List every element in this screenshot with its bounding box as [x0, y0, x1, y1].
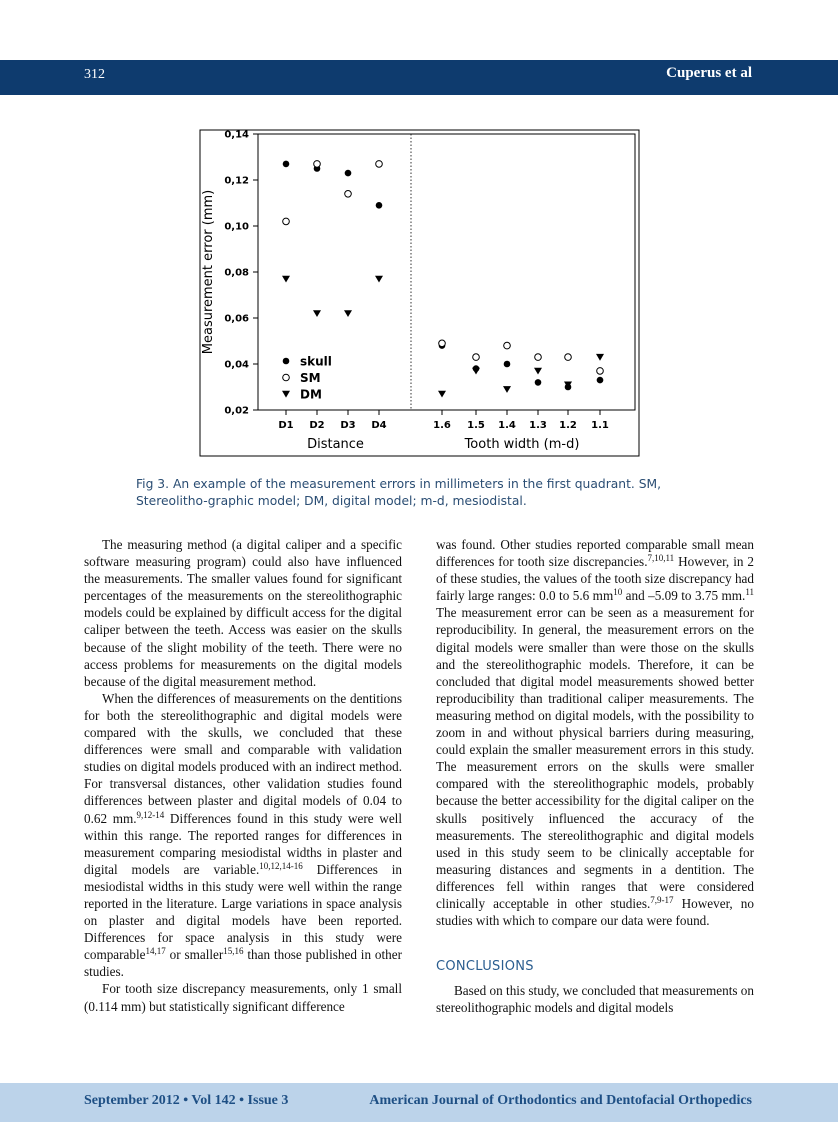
x-tick-label: D1 [278, 420, 294, 431]
x-tick-label: 1.4 [498, 420, 516, 431]
data-point-sm [535, 354, 542, 361]
left-column [84, 536, 402, 1015]
paragraph: For tooth size discrepancy measurements, only 1 small (0.114 mm) but statistically significant difference [84, 981, 402, 1014]
x-tick-label: 1.5 [467, 420, 485, 431]
data-point-skull [504, 361, 511, 368]
citation: 15,16 [223, 946, 244, 957]
data-point-sm [597, 368, 604, 375]
citation: 7,10,11 [647, 553, 675, 564]
x-axis-label: Distance [307, 437, 364, 452]
legend-label: DM [300, 387, 322, 402]
x-tick-label: 1.6 [433, 420, 451, 431]
journal-name: American Journal of Orthodontics and Dentofacial Orthopedics [369, 1093, 752, 1108]
paragraph: When the differences of measurements on the dentitions for both the stereolithographic and digital models were compared with the skulls, we concluded that these differences were small and comparable with validation studies on digital models produced with an indirect method. For transversal distances, other validation studies found differences between plaster and digital models of 0.04 to 0.62 mm.$^{9,12-14}$ Differences found in this study were well within this range. The reported ranges for differences in measurement comparing mesiodistal widths in plaster and digital models are variable.$^{10,12,14-16}$ Differences in mesiodistal widths in this study were well within the range reported in the literature. Large variations in space analysis on plaster and digital models have been reported. Differences for space analysis in this study were comparable$^{14,17}$ or smaller$^{15,16}$ than those published in other studies. [84, 690, 402, 980]
data-point-dm [503, 386, 511, 393]
running-head: Cuperus et al [666, 65, 752, 81]
section-title-conclusions: CONCLUSIONS [436, 959, 534, 975]
issue-info: September 2012 • Vol 142 • Issue 3 [84, 1093, 289, 1108]
data-point-dm [596, 354, 604, 361]
y-tick-label: 0,06 [224, 313, 249, 325]
y-tick-label: 0,08 [224, 267, 249, 279]
data-point-skull [376, 202, 383, 209]
data-point-skull [597, 377, 604, 384]
x-tick-label: D4 [371, 420, 387, 431]
x-tick-label: 1.2 [559, 420, 577, 431]
legend-label: SM [300, 371, 321, 385]
legend-marker [283, 358, 290, 365]
y-tick-label: 0,14 [224, 129, 249, 141]
data-point-sm [439, 340, 446, 347]
y-tick-label: 0,10 [224, 221, 249, 233]
plot-area [258, 134, 635, 410]
citation: 10 [613, 587, 623, 598]
data-point-sm [504, 342, 511, 349]
citation: 11 [745, 587, 754, 598]
legend-label: skull [300, 354, 332, 369]
data-point-skull [345, 170, 352, 177]
citation: 10,12,14-16 [259, 860, 303, 871]
data-point-sm [345, 191, 352, 198]
page-number: 312 [84, 67, 105, 82]
data-point-dm [375, 276, 383, 283]
data-point-dm [534, 368, 542, 375]
data-point-dm [438, 391, 446, 398]
header-bar [0, 60, 838, 95]
data-point-sm [473, 354, 480, 361]
x-tick-label: 1.3 [529, 420, 547, 431]
figure-3 [198, 128, 641, 458]
figure-frame [200, 130, 639, 456]
y-axis-label: Measurement error (mm) [201, 189, 216, 355]
citation: 14,17 [145, 946, 166, 957]
right-column [436, 536, 754, 1016]
data-point-dm [282, 276, 290, 283]
y-tick-label: 0,04 [224, 359, 249, 371]
data-point-sm [376, 161, 383, 168]
data-point-dm [344, 310, 352, 317]
data-point-dm [313, 310, 321, 317]
data-point-dm [472, 368, 480, 375]
data-point-sm [283, 218, 290, 225]
y-tick-label: 0,12 [224, 175, 249, 187]
figure-caption: Fig 3. An example of the measurement errors in millimeters in the first quadrant. SM, Stereolitho-graphic model; DM, digital model; m-d, mesiodistal. [136, 477, 662, 508]
x-tick-label: D3 [340, 420, 356, 431]
legend-marker [282, 391, 290, 398]
citation: 9,12-14 [136, 809, 165, 820]
measurement-error-chart [198, 128, 641, 458]
data-point-sm [314, 161, 321, 168]
data-point-skull [535, 379, 542, 386]
x-tick-label: D2 [309, 420, 325, 431]
x-tick-label: 1.1 [591, 420, 609, 431]
paragraph: was found. Other studies reported comparable small mean differences for tooth size discrepancies.$^{7,10,11}$ However, in 2 of these studies, the values of the tooth size discrepancy had fairly large ranges: 0.0 to 5.6 $mm^{10}$ and –5.09 to 3.75 mm.$^{11}$ The measurement error can be seen as a measurement for reproducibility. In general, the measurement errors on the digital models were smaller than were those on the skulls and the stereolithographic models. Therefore, it can be concluded that digital model measurements showed better reproducibility than traditional caliper measurements. The measuring method on digital models, with the possibility to zoom in and without physical barriers during measuring, could explain the smaller measurement errors in this study. The measurement errors on the skulls were smaller compared with the stereolithographic models, probably because the better accessibility for the digital caliper on the skulls positively influenced the accuracy of the measurements. The stereolithographic and digital models used in this study seem to be clinically acceptable for measuring distances and segments in a dentition. The differences fell within ranges that were considered clinically acceptable in other studies.$^{7,9-17}$ However, no studies with which to compare our data were found. [436, 537, 755, 929]
x-axis-label: Tooth width (m-d) [464, 437, 580, 452]
citation: 7,9-17 [650, 894, 674, 905]
footer-bar [0, 1083, 838, 1122]
y-tick-label: 0,02 [224, 405, 249, 417]
paragraph: Based on this study, we concluded that measurements on stereolithographic models and digital models [436, 983, 754, 1016]
data-point-sm [565, 354, 572, 361]
legend-marker [283, 374, 290, 381]
data-point-skull [283, 161, 290, 168]
paragraph: The measuring method (a digital caliper and a specific software measuring program) could also have influenced the measurements. The smaller values found for significant percentages of the measurements on the stereolithographic models could be explained by difficult access for the digital caliper between the teeth. Access was easier on the skulls because of the slight mobility of the teeth. There were no access problems for measurements on the digital models because of the digital measurement method. [84, 537, 402, 689]
